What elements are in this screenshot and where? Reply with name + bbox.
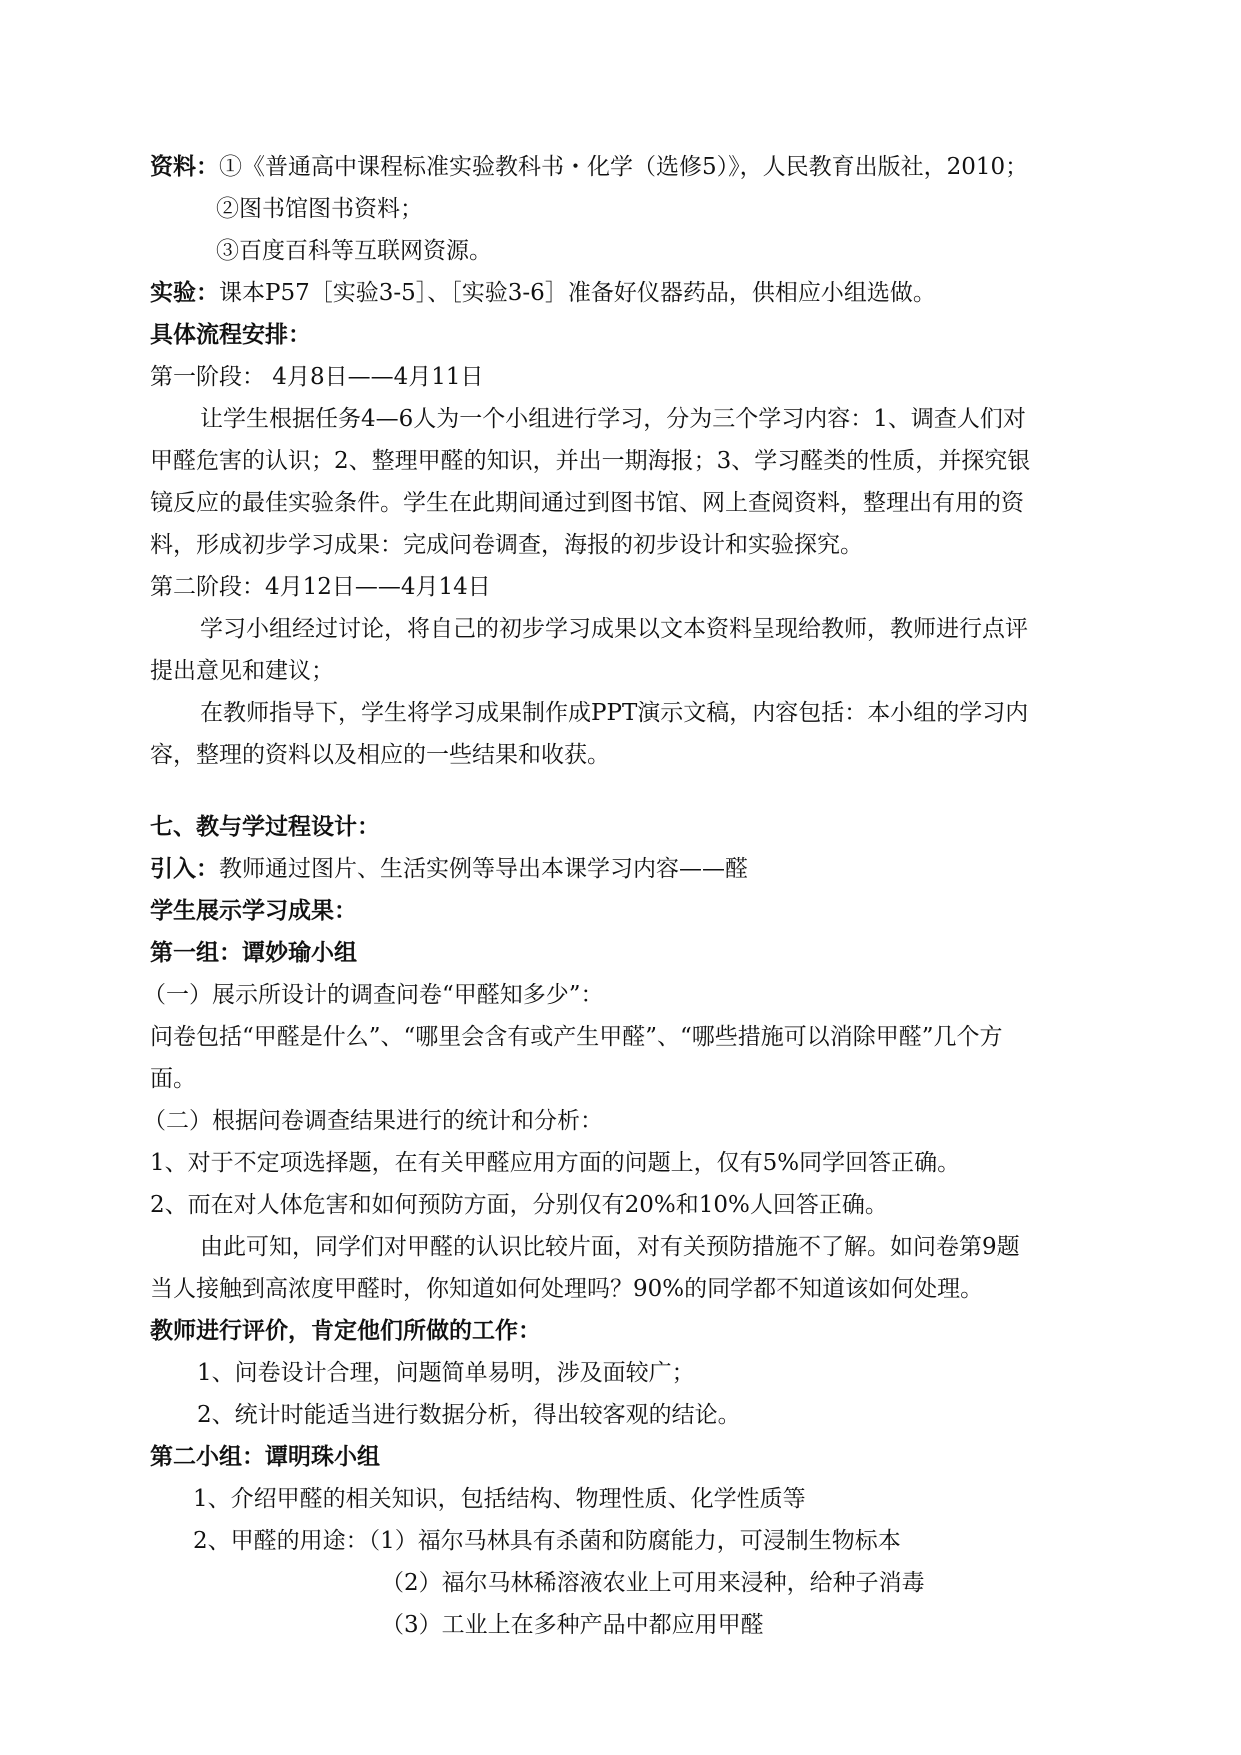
schedule-heading: 具体流程安排： (150, 322, 311, 348)
stage1-line: 镜反应的最佳实验条件。学生在此期间通过到图书馆、网上查阅资料，整理出有用的资 (150, 490, 1024, 516)
group2-line: 2、甲醛的用途：（1）福尔马林具有杀菌和防腐能力，可浸制生物标本 (193, 1528, 901, 1554)
group2-line: （2）福尔马林稀溶液农业上可用来浸种，给种子消毒 (381, 1570, 925, 1596)
group1-line: （一）展示所设计的调查问卷“甲醛知多少”： (143, 982, 604, 1008)
materials-line-1 (150, 153, 1028, 181)
eval-heading: 教师进行评价，肯定他们所做的工作： (150, 1318, 541, 1344)
eval-line: 1、问卷设计合理，问题简单易明，涉及面较广； (197, 1360, 695, 1386)
materials-item: ①《普通高中课程标准实验教科书・化学（选修5）》，人民教育出版社，2010； (219, 154, 1029, 180)
experiment-label: 实验： (150, 280, 219, 306)
group1-line: （二）根据问卷调查结果进行的统计和分析： (143, 1108, 603, 1134)
show-heading: 学生展示学习成果： (150, 898, 357, 924)
stage1-title: 第一阶段： 4月8日——4月11日 (150, 364, 484, 390)
materials-item: ②图书馆图书资料； (216, 196, 423, 222)
stage1-line: 料，形成初步学习成果：完成问卷调查，海报的初步设计和实验探究。 (150, 532, 863, 558)
group2-line: 1、介绍甲醛的相关知识，包括结构、物理性质、化学性质等 (193, 1486, 806, 1512)
group2-line: （3）工业上在多种产品中都应用甲醛 (381, 1612, 764, 1638)
group1-title: 第一组：谭妙瑜小组 (150, 939, 357, 966)
group1-line: 当人接触到高浓度甲醛时，你知道如何处理吗？90%的同学都不知道该如何处理。 (150, 1276, 984, 1302)
intro-text: 教师通过图片、生活实例等导出本课学习内容——醛 (219, 856, 748, 882)
group2-title: 第二小组：谭明珠小组 (150, 1443, 380, 1470)
materials-label: 资料： (150, 154, 219, 180)
materials-item: ③百度百科等互联网资源。 (216, 238, 492, 264)
stage2-line: 提出意见和建议； (150, 658, 334, 684)
stage2-line: 在教师指导下，学生将学习成果制作成PPT演示文稿，内容包括：本小组的学习内 (200, 700, 1029, 726)
group1-line: 1、对于不定项选择题，在有关甲醛应用方面的问题上，仅有5%同学回答正确。 (150, 1150, 961, 1176)
group1-line: 由此可知，同学们对甲醛的认识比较片面，对有关预防措施不了解。如问卷第9题 (200, 1234, 1020, 1260)
stage2-title: 第二阶段：4月12日——4月14日 (150, 574, 491, 600)
eval-line: 2、统计时能适当进行数据分析，得出较客观的结论。 (197, 1402, 741, 1428)
group1-line: 面。 (150, 1066, 196, 1092)
experiment-line (150, 279, 936, 307)
stage1-line: 让学生根据任务4—6人为一个小组进行学习，分为三个学习内容：1、调查人们对 (200, 406, 1026, 432)
stage2-line: 容，整理的资料以及相应的一些结果和收获。 (150, 742, 610, 768)
experiment-text: 课本P57［实验3-5］、［实验3-6］准备好仪器药品，供相应小组选做。 (219, 280, 936, 306)
intro-label: 引入： (150, 856, 219, 882)
group1-line: 2、而在对人体危害和如何预防方面，分别仅有20%和10%人回答正确。 (150, 1192, 888, 1218)
group1-line: 问卷包括“甲醛是什么”、“哪里会含有或产生甲醛”、“哪些措施可以消除甲醛”几个方 (150, 1024, 1003, 1050)
stage1-line: 甲醛危害的认识；2、整理甲醛的知识，并出一期海报；3、学习醛类的性质，并探究银 (150, 448, 1031, 474)
intro-line (150, 855, 748, 883)
stage2-line: 学习小组经过讨论，将自己的初步学习成果以文本资料呈现给教师，教师进行点评 (200, 616, 1028, 642)
section-heading: 七、教与学过程设计： (150, 814, 380, 840)
